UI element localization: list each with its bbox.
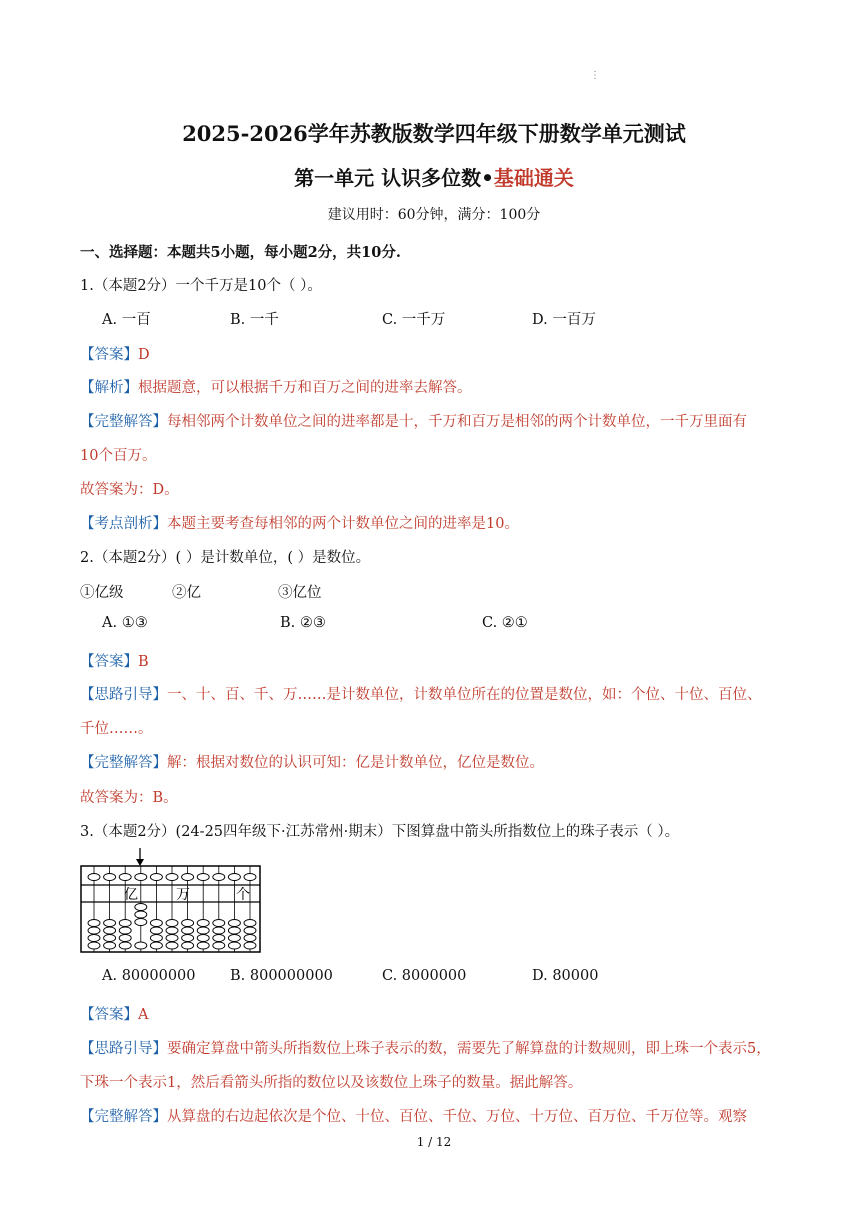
arrow-head	[136, 859, 144, 866]
answer-tag: 【答案】	[80, 347, 138, 363]
abacus-lower-bead	[213, 935, 225, 942]
q2-guide-cont: 千位……。	[80, 721, 153, 737]
q3-option-a: A. 80000000	[102, 968, 196, 984]
q3-option-c: C. 8000000	[382, 968, 467, 984]
q2-option-c: C. ②①	[482, 615, 528, 631]
abacus-upper-bead	[244, 874, 256, 881]
page-subtitle	[0, 162, 868, 191]
guide-tag: 【思路引导】	[80, 687, 167, 703]
page-number: 1 / 12	[416, 1135, 452, 1149]
abacus-lower-bead	[182, 935, 194, 942]
abacus-lower-bead	[244, 927, 256, 934]
abacus-upper-bead	[119, 874, 131, 881]
subtitle-main: 第一单元 认识多位数•	[294, 166, 494, 190]
q2-item-2: ②亿	[172, 585, 201, 601]
abacus-lower-bead	[228, 927, 240, 934]
q2-guide	[80, 683, 762, 704]
abacus-lower-bead	[166, 927, 178, 934]
abacus-lower-bead	[150, 942, 162, 949]
full-answer-tag: 【完整解答】	[80, 755, 167, 771]
abacus-upper-bead	[182, 874, 194, 881]
answer-value: D	[138, 347, 150, 363]
q1-answer	[80, 343, 150, 364]
abacus-lower-bead	[88, 920, 100, 927]
abacus-upper-bead	[135, 874, 147, 881]
q2-item-1: ①亿级	[80, 585, 124, 601]
label-wan: 万	[176, 887, 190, 903]
answer-value: B	[138, 654, 149, 670]
abacus-lower-bead	[244, 920, 256, 927]
abacus-upper-bead	[213, 874, 225, 881]
q3-option-d: D. 80000	[532, 968, 599, 984]
abacus-upper-bead	[197, 874, 209, 881]
abacus-lower-bead	[244, 942, 256, 949]
full-answer-text: 每相邻两个计数单位之间的进率都是十，千万和百万是相邻的两个计数单位，一千万里面有	[167, 414, 747, 430]
abacus-upper-bead	[228, 874, 240, 881]
abacus-lower-bead	[182, 920, 194, 927]
abacus-lower-bead	[88, 935, 100, 942]
abacus-lower-bead	[166, 920, 178, 927]
answer-value: A	[138, 1007, 149, 1023]
abacus-lower-bead	[197, 942, 209, 949]
margin-mark: ⋮	[590, 70, 600, 81]
abacus-diagram	[80, 846, 262, 956]
abacus-lower-bead	[228, 935, 240, 942]
abacus-lower-bead	[104, 935, 116, 942]
label-ge: 个	[236, 887, 250, 903]
q1-full-answer-cont: 10个百万。	[80, 448, 157, 464]
q3-guide-cont: 下珠一个表示1，然后看箭头所指的数位以及该数位上珠子的数量。据此解答。	[80, 1075, 583, 1091]
q2-option-b: B. ②③	[280, 615, 326, 631]
label-yi: 亿	[124, 887, 138, 903]
q1-option-d: D. 一百万	[532, 312, 596, 328]
abacus-lower-bead	[228, 920, 240, 927]
analysis-text: 根据题意，可以根据千万和百万之间的进率去解答。	[138, 380, 472, 396]
q3-guide	[80, 1037, 771, 1058]
guide-text: 一、十、百、千、万……是计数单位，计数单位所在的位置是数位，如：个位、十位、百位、	[167, 687, 762, 703]
point-text: 本题主要考查每相邻的两个计数单位之间的进率是10。	[167, 516, 519, 532]
abacus-lower-bead	[213, 920, 225, 927]
abacus-lower-bead	[119, 927, 131, 934]
section-heading: 一、选择题：本题共5小题，每小题2分，共10分.	[80, 244, 401, 261]
abacus-lower-bead	[88, 942, 100, 949]
q3-option-b: B. 800000000	[230, 968, 333, 984]
abacus-lower-bead	[104, 920, 116, 927]
abacus-lower-bead	[135, 919, 147, 926]
question-3-stem: 3.（本题2分）(24-25四年级下·江苏常州·期末）下图算盘中箭头所指数位上的珠子表示（ ）。	[80, 824, 680, 840]
guide-tag: 【思路引导】	[80, 1041, 167, 1057]
q3-full-answer	[80, 1105, 747, 1126]
abacus-upper-bead	[166, 874, 178, 881]
abacus-lower-bead	[104, 942, 116, 949]
subtitle-highlight: 基础通关	[493, 166, 574, 190]
q2-option-a: A. ①③	[102, 615, 148, 631]
question-1-stem: 1.（本题2分）一个千万是10个（ ）。	[80, 278, 322, 294]
q3-answer	[80, 1003, 148, 1024]
abacus-lower-bead	[213, 942, 225, 949]
full-answer-text: 解：根据对数位的认识可知：亿是计数单位，亿位是数位。	[167, 755, 544, 771]
q2-answer	[80, 650, 149, 671]
guide-text: 要确定算盘中箭头所指数位上珠子表示的数，需要先了解算盘的计数规则，即上珠一个表示5，	[167, 1041, 771, 1057]
q1-conclusion: 故答案为：D。	[80, 482, 179, 498]
abacus-upper-bead	[150, 874, 162, 881]
abacus-upper-bead	[88, 874, 100, 881]
q1-option-b: B. 一千	[230, 312, 279, 328]
abacus-lower-bead	[88, 927, 100, 934]
abacus-lower-bead	[119, 935, 131, 942]
abacus-lower-bead	[150, 920, 162, 927]
answer-tag: 【答案】	[80, 654, 138, 670]
abacus-lower-bead	[119, 920, 131, 927]
abacus-lower-bead	[104, 927, 116, 934]
q1-analysis	[80, 376, 472, 397]
abacus-lower-bead	[135, 942, 147, 949]
q1-option-a: A. 一百	[102, 312, 151, 328]
q2-conclusion: 故答案为：B。	[80, 790, 178, 806]
q1-full-answer	[80, 410, 747, 431]
q1-point	[80, 512, 519, 533]
abacus-lower-bead	[135, 911, 147, 918]
full-answer-tag: 【完整解答】	[80, 414, 167, 430]
full-answer-tag: 【完整解答】	[80, 1109, 167, 1125]
abacus-lower-bead	[197, 920, 209, 927]
abacus-lower-bead	[197, 927, 209, 934]
abacus-lower-bead	[182, 942, 194, 949]
time-info: 建议用时：60分钟，满分：100分	[327, 207, 541, 223]
abacus-lower-bead	[228, 942, 240, 949]
abacus-lower-bead	[119, 942, 131, 949]
q1-option-c: C. 一千万	[382, 312, 446, 328]
abacus-lower-bead	[150, 935, 162, 942]
point-tag: 【考点剖析】	[80, 516, 167, 532]
question-2-stem: 2.（本题2分）( ）是计数单位，( ）是数位。	[80, 550, 371, 566]
abacus-lower-bead	[213, 927, 225, 934]
q2-item-3: ③亿位	[278, 585, 322, 601]
full-answer-text: 从算盘的右边起依次是个位、十位、百位、千位、万位、十万位、百万位、千万位等。观察	[167, 1109, 747, 1125]
abacus-lower-bead	[166, 935, 178, 942]
page-title: 2025-2026学年苏教版数学四年级下册数学单元测试	[182, 121, 686, 146]
abacus-lower-bead	[182, 927, 194, 934]
analysis-tag: 【解析】	[80, 380, 138, 396]
answer-tag: 【答案】	[80, 1007, 138, 1023]
abacus-lower-bead	[244, 935, 256, 942]
abacus-lower-bead	[150, 927, 162, 934]
q2-full-answer	[80, 751, 544, 772]
abacus-lower-bead	[135, 904, 147, 911]
abacus-lower-bead	[166, 942, 178, 949]
abacus-lower-bead	[197, 935, 209, 942]
abacus-upper-bead	[104, 874, 116, 881]
